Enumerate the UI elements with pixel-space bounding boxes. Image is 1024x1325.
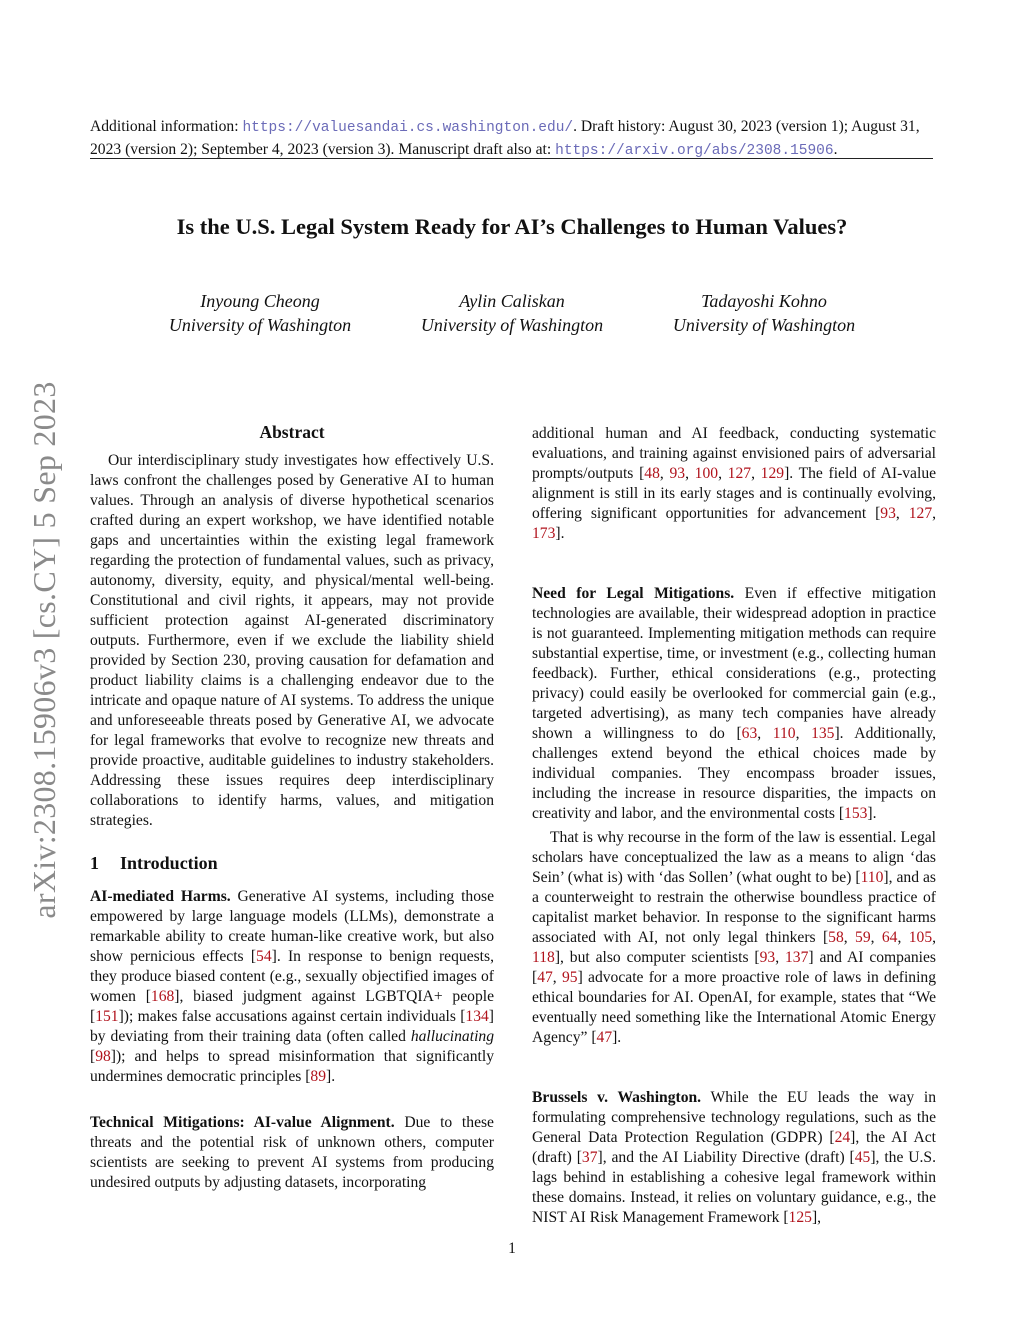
- author-name: Aylin Caliskan: [459, 291, 565, 311]
- author-affiliation: University of Washington: [420, 315, 604, 335]
- abstract-text: Our interdisciplinary study investigates how effectively U.S. laws confront the challenges posed by Generative AI to human values. Through an analysis of diverse hypothetical scenarios crafted during an expert workshop, we have identified notable gaps and uncertainties within the existing legal framework regarding the protection of fundamental values, such as privacy, autonomy, diversity, equity, and physical/mental well-being. Constitutional and civil rights, it appears, may not provide sufficient protection against AI-generated discriminatory outputs. Furthermore, even if we exclude the liability shield provided by Section 230, proving causation for defamation and product liability claims is a challenging endeavor due to the intricate and opaque nature of AI systems. To address the unique and unforeseeable threats posed by Generative AI, we advocate for legal frameworks that evolve to recognize new threats and provide proactive, auditable guidelines to industry stakeholders. Addressing these issues requires deep interdisciplinary collaborations to identify harms, values, and mitigation strategies.: [90, 452, 494, 829]
- citation-link[interactable]: 45: [854, 1149, 871, 1166]
- citation-link[interactable]: 47: [596, 1029, 613, 1046]
- citation-link[interactable]: 59: [855, 929, 871, 946]
- arxiv-url-link[interactable]: https://arxiv.org/abs/2308.15906: [555, 143, 834, 159]
- citation-link[interactable]: 105: [908, 929, 933, 946]
- paragraph-heading: Need for Legal Mitigations.: [532, 585, 735, 602]
- header-middle: . Draft history: August 30, 2023 (version 1); August 31, 2023 (version 2); September 4, 2023 (version 3). Manuscript draft also at:: [90, 118, 920, 158]
- citation-link[interactable]: 153: [844, 805, 868, 822]
- citation-link[interactable]: 98: [95, 1048, 111, 1065]
- citation-link[interactable]: 63: [741, 725, 758, 742]
- paper-title: Is the U.S. Legal System Ready for AI’s Challenges to Human Values?: [176, 214, 848, 239]
- citation-link[interactable]: 127: [908, 505, 933, 522]
- author-block: [634, 289, 894, 337]
- paragraph-legal-mitigations: Need for Legal Mitigations. Even if effective mitigation technologies are available, their widespread adoption in practice is not guaranteed. Implementing mitigation methods can require substantial expertise, time, or investment (e.g., collecting human feedback). Further, ethical considerations (e.g., protecting privacy) could easily be overlooked for commercial gain (e.g., targeted advertising), as many tech companies have already shown a willingness to do [63, 110, 135]. Additionally, challenges extend beyond the ethical choices made by individual companies. They encompass broader issues, including the increase in resource disparities, the impacts on creativity and labor, and the environmental costs [153].: [532, 585, 937, 822]
- page-number: 1: [508, 1240, 516, 1257]
- right-column: [532, 424, 936, 1228]
- abstract-heading: Abstract: [259, 422, 325, 442]
- citation-link[interactable]: 168: [150, 988, 175, 1005]
- citation-link[interactable]: 93: [669, 465, 686, 482]
- values-url-link[interactable]: https://valuesandai.cs.washington.edu/: [242, 120, 574, 136]
- paragraph-recourse: That is why recourse in the form of the law is essential. Legal scholars have conceptualized the law as a means to align ‘das Sein’ (what is) with ‘das Sollen’ (what ought to be) [110], and as a counterweight to restrain the otherwise boundless practice of capitalist market behavior. In response to the significant harms associated with AI, not only legal thinkers [58, 59, 64, 105, 118], but also computer scientists [93, 137] and AI companies [47, 95] advocate for a more proactive role of laws in defining ethical boundaries for AI. OpenAI, for example, states that “We eventually need something like the International Atomic Energy Agency” [47].: [532, 829, 937, 1046]
- header-note: [90, 116, 935, 162]
- citation-link[interactable]: 151: [95, 1008, 119, 1025]
- header-suffix: .: [833, 141, 838, 158]
- citation-link[interactable]: 93: [880, 505, 896, 522]
- citation-link[interactable]: 89: [310, 1068, 326, 1085]
- section-number: 1: [90, 853, 99, 873]
- citation-link[interactable]: 125: [788, 1209, 812, 1226]
- citation-link[interactable]: 137: [784, 949, 809, 966]
- paragraph-ai-harms: AI-mediated Harms. Generative AI systems, including those empowered by large language models (LLMs), demonstrate a remarkable ability to create human-like creative work, but also show pernicious effects [54]. In response to benign requests, they produce biased content (e.g., sexually objectified images of women [168], biased judgment against LGBTQIA+ people [151]); makes false accusations against certain individuals [134] by deviating from their training data (often called hallucinating [98]); and helps to spread misinformation that significantly undermines democratic principles [89].: [90, 888, 494, 1085]
- author-affiliation: University of Washington: [168, 315, 352, 335]
- section-heading: [90, 853, 494, 873]
- author-block: [130, 289, 390, 337]
- citation-link[interactable]: 118: [532, 949, 555, 966]
- header-rule: [90, 158, 933, 159]
- section-title: Introduction: [120, 853, 218, 873]
- citation-link[interactable]: 110: [860, 869, 884, 886]
- paragraph-continued: additional human and AI feedback, conducting systematic evaluations, and training against envisioned pairs of adversarial prompts/outputs [48, 93, 100, 127, 129]. The field of AI-value alignment is still in its early stages and is continually evolving, offering significant opportunities for advancement [93, 127, 173].: [532, 425, 937, 542]
- paragraph-heading: Technical Mitigations: AI-value Alignment.: [90, 1114, 395, 1131]
- citation-link[interactable]: 173: [532, 525, 556, 542]
- citation-link[interactable]: 48: [644, 465, 660, 482]
- citation-link[interactable]: 93: [759, 949, 776, 966]
- arxiv-identifier: arXiv:2308.15906v3 [cs.CY] 5 Sep 2023: [26, 381, 62, 919]
- citation-link[interactable]: 95: [561, 969, 578, 986]
- citation-link[interactable]: 47: [537, 969, 553, 986]
- left-column: [90, 422, 494, 1193]
- citation-link[interactable]: 54: [256, 948, 272, 965]
- citation-link[interactable]: 37: [581, 1149, 598, 1166]
- citation-link[interactable]: 24: [834, 1129, 851, 1146]
- citation-link[interactable]: 127: [727, 465, 752, 482]
- citation-link[interactable]: 129: [760, 465, 785, 482]
- author-name: Inyoung Cheong: [200, 291, 320, 311]
- citation-link[interactable]: 58: [828, 929, 844, 946]
- paragraph-brussels-washington: Brussels v. Washington. While the EU leads the way in formulating comprehensive technology regulations, such as the General Data Protection Regulation (GDPR) [24], the AI Act (draft) [37], and the AI Liability Directive (draft) [45], the U.S. lags behind in establishing a cohesive legal framework within these domains. Instead, it relies on voluntary guidance, e.g., the NIST AI Risk Management Framework [125],: [532, 1089, 937, 1226]
- author-block: [382, 289, 642, 337]
- citation-link[interactable]: 100: [694, 465, 719, 482]
- citation-link[interactable]: 64: [881, 929, 898, 946]
- paragraph-technical-mitigations: Technical Mitigations: AI-value Alignment. Due to these threats and the potential risk of unknown others, computer scientists are seeking to prevent AI systems from producing undesired outputs by adjusting datasets, incorporating: [90, 1114, 494, 1191]
- author-affiliation: University of Washington: [672, 315, 856, 335]
- header-prefix: Additional information:: [90, 118, 243, 135]
- paragraph-heading: Brussels v. Washington.: [532, 1089, 702, 1106]
- paragraph-heading: AI-mediated Harms.: [90, 888, 231, 905]
- citation-link[interactable]: 110: [772, 725, 796, 742]
- author-name: Tadayoshi Kohno: [701, 291, 827, 311]
- citation-link[interactable]: 134: [465, 1008, 489, 1025]
- citation-link[interactable]: 135: [811, 725, 835, 742]
